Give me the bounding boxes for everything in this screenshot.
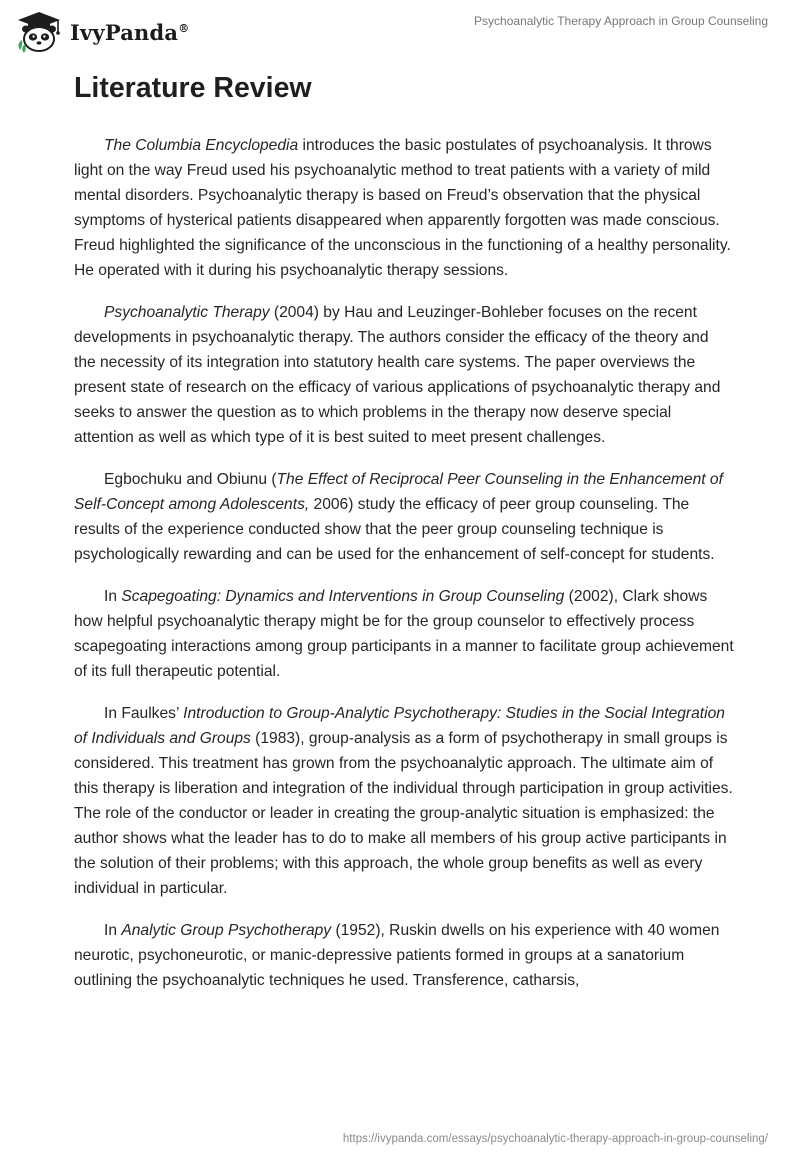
paragraph [74, 300, 734, 450]
source-url-link[interactable]: https://ivypanda.com/essays/psychoanalytic-therapy-approach-in-group-counseling/ [342, 1133, 768, 1145]
paragraph-lead: In [104, 922, 122, 939]
paragraph-text: (1952), Ruskin dwells on his experience with 40 women neurotic, psychoneurotic, or manic-depressive patients formed in groups at a sanatorium outlining the psychoanalytic techniques he used. Transference, catharsis, [74, 922, 720, 989]
work-title: Scapegoating: Dynamics and Interventions in Group Counseling [121, 588, 565, 605]
panda-graduate-icon [14, 10, 64, 54]
page-title: Literature Review [74, 72, 312, 104]
paragraph-text: introduces the basic postulates of psychoanalysis. It throws light on the way Freud used his psychoanalytic method to treat patients with a variety of mild mental disorders. Psychoanalytic therapy is based on Freud’s observation that the physical symptoms of hysterical patients disappeared when apparently forgotten was made conscious. Freud highlighted the significance of the unconscious in the functioning of a healthy personality. He operated with it during his psychoanalytic therapy sessions. [74, 137, 731, 279]
running-header-title: Psychoanalytic Therapy Approach in Group Counseling [474, 14, 768, 28]
paragraph-lead: Egbochuku and Obiunu ( [104, 471, 277, 488]
paragraph-text: (2002), Clark shows how helpful psychoanalytic therapy might be for the group counselor to effectively process scapegoating interactions among group participants in a manner to facilitate group achievement of its full therapeutic potential. [74, 588, 734, 680]
work-title: The Columbia Encyclopedia [104, 137, 299, 154]
registered-mark: ® [178, 21, 190, 35]
paragraph [74, 918, 734, 993]
paragraph-lead: In Faulkes’ [104, 705, 184, 722]
logo-wordmark [70, 20, 189, 45]
work-title: The Effect of Reciprocal Peer Counseling in the Enhancement of Self-Concept among Adolescents, [74, 471, 723, 513]
work-title: Introduction to Group-Analytic Psychotherapy: Studies in the Social Integration of Individuals and Groups [74, 705, 725, 747]
paragraph-text: (1983), group-analysis as a form of psychotherapy in small groups is considered. This treatment has grown from the psychoanalytic approach. The ultimate aim of this therapy is liberation and integration of the individual through participation in group activities. The role of the conductor or leader in creating the group-analytic situation is emphasized: the author shows what the leader has to do to make all members of his group active participants in the solution of their problems; with this approach, the whole group benefits as well as every individual in particular. [74, 730, 733, 897]
work-title: Psychoanalytic Therapy [104, 304, 270, 321]
paragraph-text: 2006) study the efficacy of peer group counseling. The results of the experience conducted show that the peer group counseling technique is psychologically rewarding and can be used for the enhancement of self-concept for students. [74, 496, 715, 563]
paragraph [74, 467, 734, 567]
paragraph [74, 133, 734, 283]
paragraph-lead: In [104, 588, 122, 605]
paragraph [74, 701, 734, 901]
page-header [0, 0, 800, 60]
work-title: Analytic Group Psychotherapy [121, 922, 332, 939]
paragraph-text: (2004) by Hau and Leuzinger-Bohleber focuses on the recent developments in psychoanalytic therapy. The authors consider the efficacy of the theory and the necessity of its integration into statutory health care systems. The paper overviews the present state of research on the efficacy of various applications of psychoanalytic therapy and seeks to answer the question as to which problems in the therapy now deserve special attention as well as which type of it is best suited to meet present challenges. [74, 304, 721, 446]
paragraph [74, 584, 734, 684]
logo-name: IvyPanda [70, 19, 179, 45]
ivypanda-logo[interactable] [14, 10, 189, 54]
article-body [74, 133, 734, 1010]
